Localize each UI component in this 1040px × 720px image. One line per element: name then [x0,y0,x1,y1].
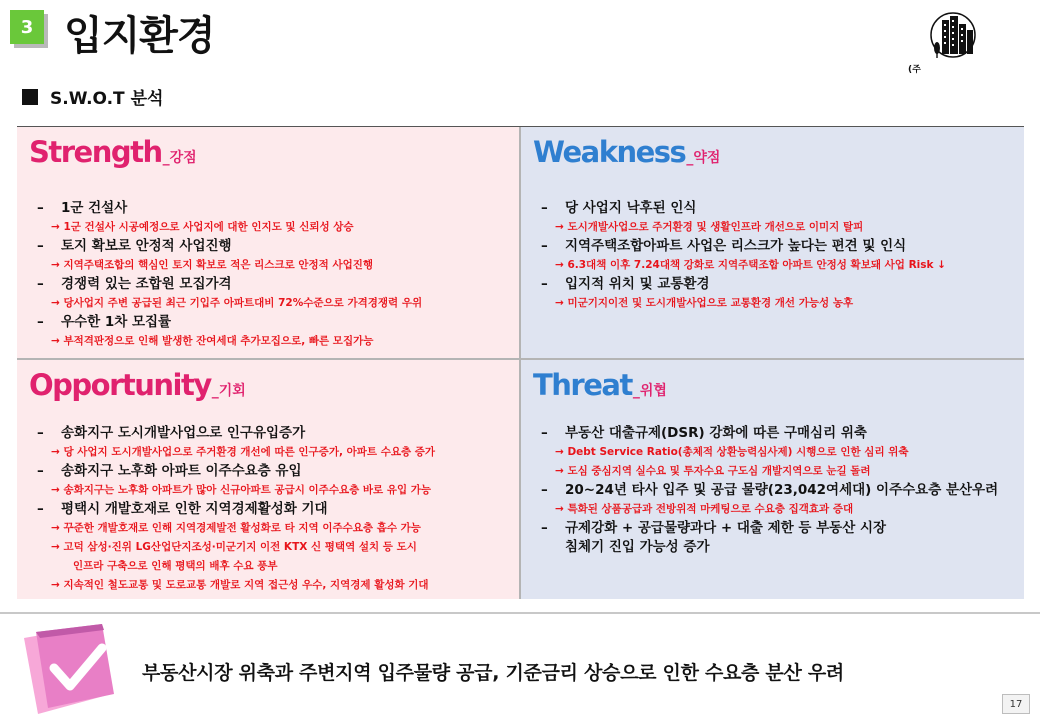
swot-grid [17,126,1024,598]
dash-bullet-icon: – [37,314,44,330]
list-item-detail: → 당사업지 주변 공급된 최근 기입주 아파트대비 72%수준으로 가격경쟁력 우위 [51,297,423,309]
threat-heading [533,368,667,402]
grid-divider-horizontal [17,358,1024,360]
dash-bullet-icon: – [541,238,548,254]
list-item [541,199,1014,218]
dash-bullet-icon: – [541,425,548,441]
list-item [37,275,509,294]
list-item-detail: → 당 사업지 도시개발사업으로 주거환경 개선에 따른 인구증가, 아파트 수요층 증가 [51,446,436,458]
conclusion-text: 부동산시장 위축과 주변지역 입주물량 공급, 기준금리 상승으로 인한 수요층 분산 우려 [142,662,844,684]
list-item [37,424,509,443]
list-item [37,237,509,256]
list-item-text: 지역주택조합아파트 사업은 리스크가 높다는 편견 및 인식 [565,238,907,254]
strength-heading [29,135,197,169]
opportunity-title-kr: _기회 [211,383,246,399]
dash-bullet-icon: – [541,276,548,292]
list-item [37,199,509,218]
list-item-text: 평택시 개발호재로 인한 지역경제활성화 기대 [61,501,328,517]
list-item-text: 경쟁력 있는 조합원 모집가격 [61,276,232,292]
opportunity-title: Opportunity [29,368,211,402]
threat-title: Threat [533,368,632,402]
opportunity-heading [29,368,246,402]
threat-items [541,424,1014,557]
check-icon [22,624,132,716]
list-item [541,519,1014,538]
list-item-detail: → 지속적인 철도교통 및 도로교통 개발로 지역 접근성 우수, 지역경제 활성화 기대 [51,579,429,591]
list-item-text: 송화지구 도시개발사업으로 인구유입증가 [61,425,306,441]
svg-text:(주: (주 [908,65,921,75]
list-item-text: 당 사업지 낙후된 인식 [565,200,697,216]
dash-bullet-icon: – [37,425,44,441]
page-number: 17 [1002,694,1030,714]
list-item-detail-continuation: 인프라 구축으로 인해 평택의 배후 수요 풍부 [73,560,278,572]
list-item [37,313,509,332]
list-item-detail: → 송화지구는 노후화 아파트가 많아 신규아파트 공급시 이주수요층 바로 유입 가능 [51,484,432,496]
dash-bullet-icon: – [541,482,548,498]
building-logo-icon [910,10,985,80]
opportunity-items [37,424,509,595]
dash-bullet-icon: – [37,501,44,517]
list-item [541,275,1014,294]
list-item-detail: → 6.3대책 이후 7.24대책 강화로 지역주택조합 아파트 안정성 확보돼 사업 Risk ↓ [555,259,946,271]
list-item-text: 부동산 대출규제(DSR) 강화에 따른 구매심리 위축 [565,425,867,441]
list-item-text: 송화지구 노후화 아파트 이주수요층 유입 [61,463,302,479]
list-item-text: 입지적 위치 및 교통환경 [565,276,710,292]
strength-quadrant [17,127,519,358]
list-item [541,481,1014,500]
dash-bullet-icon: – [541,200,548,216]
weakness-items [541,199,1014,313]
list-item-continuation: 침체기 진입 가능성 증가 [565,539,710,555]
list-item-detail: → Debt Service Ratio(총체적 상환능력심사제) 시행으로 인한 심리 위축 [555,446,909,458]
list-item-detail: → 1군 건설사 시공예정으로 사업지에 대한 인지도 및 신뢰성 상승 [51,221,354,233]
list-item [541,237,1014,256]
strength-title-kr: _강점 [162,150,197,166]
weakness-heading [533,135,720,169]
swot-subtitle [22,84,163,109]
section-number: 3 [10,10,44,44]
opportunity-quadrant [17,360,519,599]
dash-bullet-icon: – [37,276,44,292]
grid-divider-vertical [519,127,521,599]
list-item [541,424,1014,443]
list-item-text: 우수한 1차 모집률 [61,314,172,330]
list-item-detail: → 고덕 삼성·진위 LG산업단지조성·미군기지 이전 KTX 신 평택역 설치 등 도시 [51,541,417,553]
list-item-detail: → 도심 중심지역 실수요 및 투자수요 구도심 개발지역으로 눈길 돌려 [555,465,871,477]
list-item [37,462,509,481]
list-item-detail: → 특화된 상품공급과 전방위적 마케팅으로 수요층 집객효과 증대 [555,503,854,515]
subtitle-text: S.W.O.T 분석 [50,89,164,109]
conclusion-bar [0,612,1040,720]
section-badge [14,14,48,48]
list-item-detail: → 미군기지이전 및 도시개발사업으로 교통환경 개선 가능성 농후 [555,297,854,309]
strength-items [37,199,509,351]
list-item-text: 토지 확보로 안정적 사업진행 [61,238,232,254]
list-item-detail: → 꾸준한 개발호재로 인해 지역경제발전 활성화로 타 지역 이주수요층 흡수 가능 [51,522,421,534]
dash-bullet-icon: – [37,238,44,254]
weakness-title-kr: _약점 [686,150,721,166]
list-item [37,500,509,519]
list-item-text: 1군 건설사 [61,200,128,216]
page-title: 입지환경 [64,13,215,59]
bullet-square-icon [22,89,38,105]
weakness-title: Weakness [533,135,686,169]
dash-bullet-icon: – [37,463,44,479]
list-item-text: 20~24년 타사 입주 및 공급 물량(23,042여세대) 이주수요층 분산우려 [565,482,999,498]
list-item-detail: → 도시개발사업으로 주거환경 및 생활인프라 개선으로 이미지 탈피 [555,221,864,233]
weakness-quadrant [521,127,1024,358]
threat-quadrant [521,360,1024,599]
list-item-detail: → 부적격판정으로 인해 발생한 잔여세대 추가모집으로, 빠른 모집가능 [51,335,374,347]
list-item-text: 규제강화 + 공급물량과다 + 대출 제한 등 부동산 시장 [565,520,887,536]
dash-bullet-icon: – [541,520,548,536]
dash-bullet-icon: – [37,200,44,216]
list-item-detail: → 지역주택조합의 핵심인 토지 확보로 적은 리스크로 안정적 사업진행 [51,259,374,271]
threat-title-kr: _위협 [632,383,667,399]
strength-title: Strength [29,135,162,169]
